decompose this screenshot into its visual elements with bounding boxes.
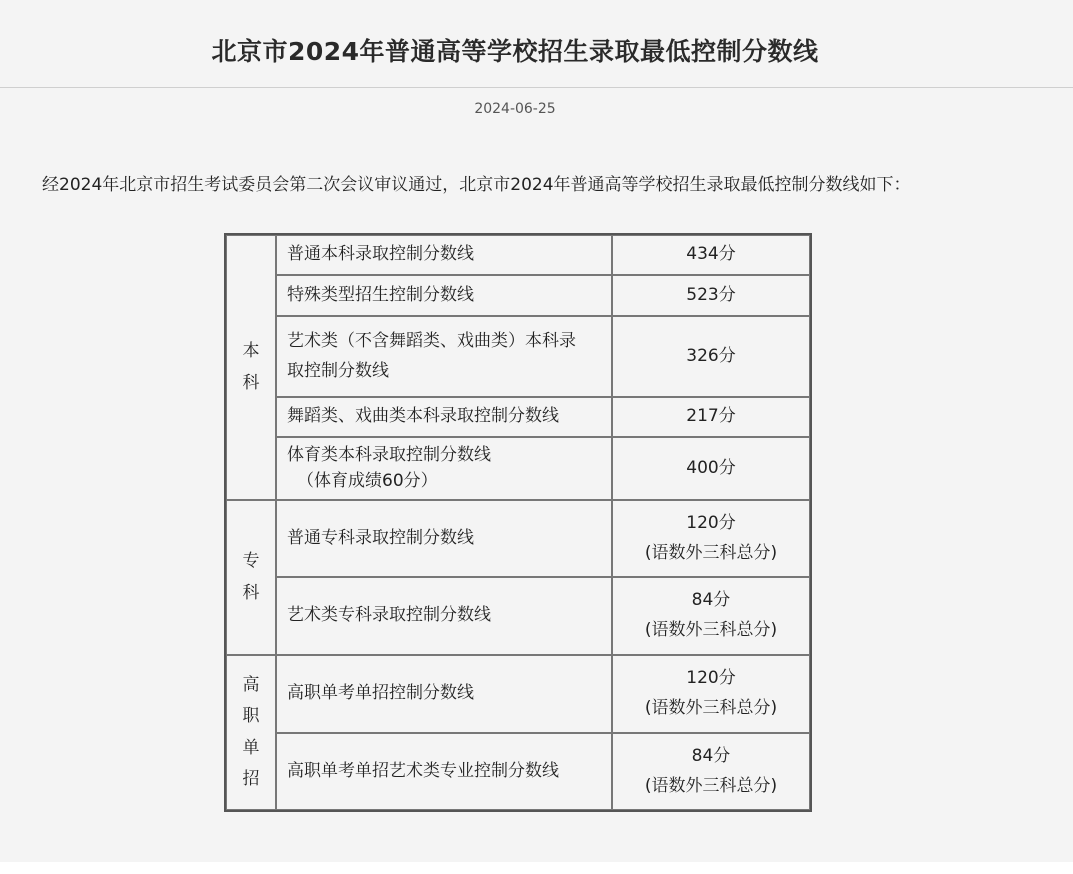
table-row <box>226 577 810 655</box>
table-row <box>226 437 810 500</box>
row-score: 217分 <box>612 397 810 437</box>
row-score-note: (语数外三科总分) <box>644 775 778 796</box>
table-row <box>226 397 810 437</box>
category-gaozhi <box>226 655 276 810</box>
table-row <box>226 275 810 316</box>
category-zhuanke <box>226 500 276 655</box>
row-name-continued: 取控制分数线 <box>287 360 389 381</box>
table-row <box>226 500 810 577</box>
row-name: 艺术类（不含舞蹈类、戏曲类）本科录 <box>287 330 576 351</box>
row-name: 特殊类型招生控制分数线 <box>276 275 612 316</box>
row-score: 84分 <box>691 745 731 766</box>
page-title: 北京市2024年普通高等学校招生录取最低控制分数线 <box>211 37 819 66</box>
intro-paragraph: 经2024年北京市招生考试委员会第二次会议审议通过，北京市2024年普通高等学校招生录取最低控制分数线如下： <box>42 175 911 195</box>
table-row <box>226 235 810 275</box>
row-score-note: (语数外三科总分) <box>644 698 778 718</box>
category-benke <box>226 235 276 500</box>
row-name-cell <box>276 437 612 500</box>
category-label: 本 科 <box>242 341 260 393</box>
title-divider <box>0 87 1073 88</box>
row-score-cell <box>612 577 810 655</box>
row-name: 高职单考单招控制分数线 <box>276 655 612 733</box>
row-name: 体育类本科录取控制分数线 <box>287 444 491 465</box>
row-score-cell <box>612 733 810 810</box>
row-score: 434分 <box>612 235 810 275</box>
table-row <box>226 655 810 733</box>
row-name: 艺术类专科录取控制分数线 <box>276 577 612 655</box>
row-score-cell <box>612 655 810 733</box>
category-label: 专 科 <box>242 551 260 603</box>
row-name: 高职单考单招艺术类专业控制分数线 <box>276 733 612 810</box>
row-score: 120分 <box>686 668 736 689</box>
row-name: 舞蹈类、戏曲类本科录取控制分数线 <box>276 397 612 437</box>
row-score-cell <box>612 500 810 577</box>
row-score: 400分 <box>612 437 810 500</box>
row-score: 523分 <box>612 275 810 316</box>
row-score-note: (语数外三科总分) <box>644 620 778 640</box>
row-name: 普通专科录取控制分数线 <box>276 500 612 577</box>
table-row <box>226 733 810 810</box>
row-name-note: （体育成绩60分） <box>297 470 438 491</box>
row-score: 84分 <box>691 590 731 611</box>
table-row <box>226 316 810 397</box>
row-score: 120分 <box>686 512 736 533</box>
row-name: 普通本科录取控制分数线 <box>276 235 612 275</box>
publish-date: 2024-06-25 <box>474 101 556 117</box>
row-score: 326分 <box>612 316 810 397</box>
row-score-note: (语数外三科总分) <box>644 542 778 563</box>
category-label: 高 职 单 招 <box>242 674 260 789</box>
score-table <box>224 233 812 812</box>
row-name-cell <box>276 316 612 397</box>
